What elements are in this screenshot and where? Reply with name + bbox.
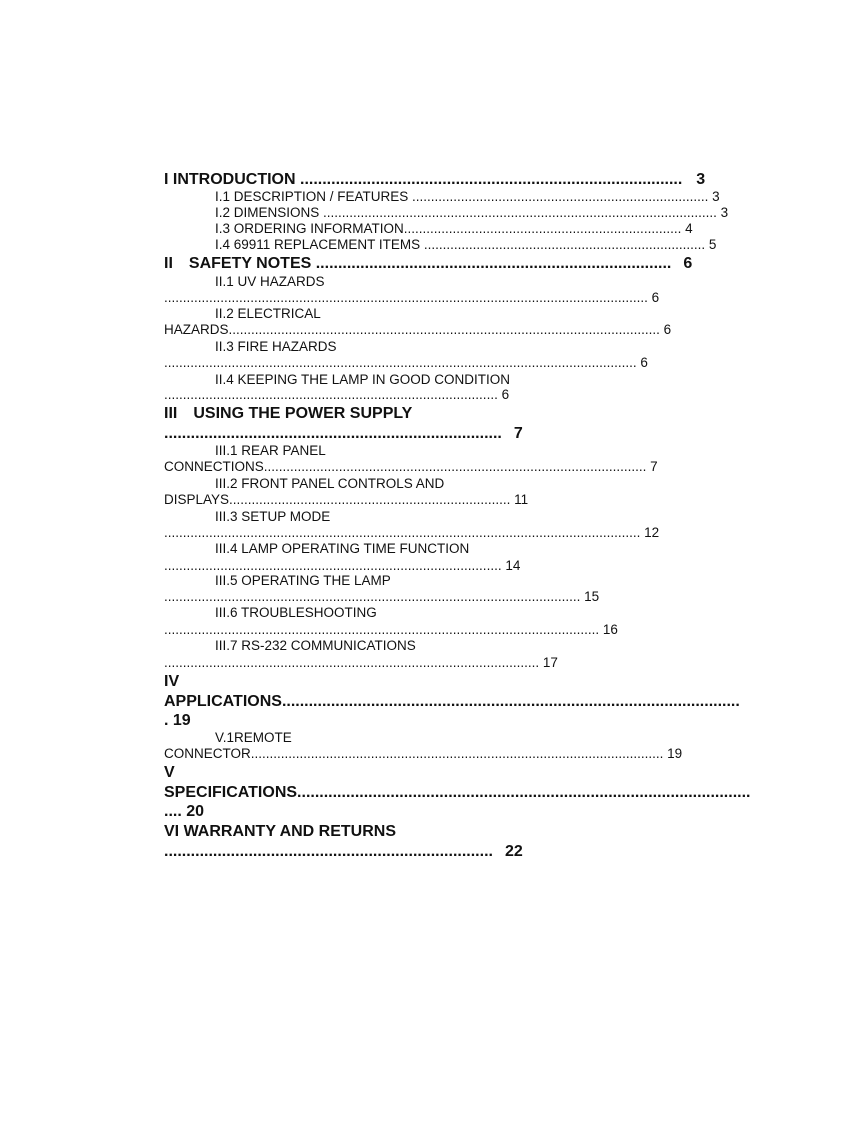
toc-page: 7: [513, 425, 523, 442]
toc-label-continued: CONNECTOR: [164, 746, 251, 761]
toc-title: SPECIFICATIONS: [164, 784, 298, 801]
toc-label-troubleshooting: III.6 TROUBLESHOOTING: [215, 605, 377, 620]
toc-title: USING THE POWER SUPPLY: [193, 405, 413, 422]
toc-page-specifications: .... 20: [164, 803, 205, 820]
toc-number-specifications: V: [164, 764, 175, 781]
toc-entry-ordering-information[interactable]: [215, 221, 693, 236]
toc-number: II: [164, 255, 173, 272]
toc-label-uv-hazards: II.1 UV HAZARDS: [215, 274, 325, 289]
toc-leader: ..........................................................................: [403, 221, 682, 236]
toc-title: I INTRODUCTION: [164, 171, 300, 188]
toc-leader: .......................................................................................................: [281, 693, 740, 710]
toc-page: 22: [504, 843, 523, 860]
toc-entry-safety-notes[interactable]: [164, 255, 692, 273]
toc-leader: ...........................................................................: [229, 492, 511, 507]
toc-label-continued: CONNECTIONS: [164, 459, 264, 474]
toc-entry-dimensions[interactable]: [215, 205, 728, 220]
toc-page: 19: [667, 746, 683, 761]
toc-leader: ......................................................................................: [300, 171, 683, 188]
toc-label-setup-mode: III.3 SETUP MODE: [215, 509, 331, 524]
toc-entry-specifications[interactable]: [164, 784, 768, 802]
toc-leader: ......................................................................................................: [297, 784, 751, 801]
toc-entry-lamp-operating-time[interactable]: [164, 558, 520, 573]
toc-page: 5: [708, 237, 717, 252]
toc-label: I.4 69911 REPLACEMENT ITEMS: [215, 237, 421, 252]
toc-page: 7: [650, 459, 658, 474]
toc-label-operating-lamp: III.5 OPERATING THE LAMP: [215, 573, 391, 588]
toc-leader: ..............................................................................................................: [250, 746, 664, 761]
toc-label-rear-panel: III.1 REAR PANEL: [215, 443, 326, 458]
toc-page: 3: [720, 205, 729, 220]
toc-leader: ..........................................................................................: [164, 558, 502, 573]
toc-label-front-panel: III.2 FRONT PANEL CONTROLS AND: [215, 476, 445, 491]
toc-number: III: [164, 405, 178, 422]
toc-label-continued: HAZARDS: [164, 322, 229, 337]
toc-entry-using-power-supply[interactable]: [164, 425, 523, 443]
toc-leader: ....................................................................................................: [164, 655, 540, 670]
toc-page: 15: [584, 589, 600, 604]
toc-entry-warranty[interactable]: [164, 843, 523, 861]
toc-leader: ...............................................................................................................: [164, 589, 581, 604]
toc-label-remote: V.1REMOTE: [215, 730, 292, 745]
toc-entry-introduction[interactable]: [164, 171, 705, 189]
toc-page: 3: [696, 171, 706, 188]
toc-leader: ...................................................................................................................: [228, 322, 660, 337]
toc-leader: .........................................................................................................: [319, 205, 717, 220]
toc-label-electrical: II.2 ELECTRICAL: [215, 306, 321, 321]
toc-leader: .................................................................................................................................: [164, 290, 648, 305]
toc-title: SAFETY NOTES: [188, 255, 312, 272]
toc-label-continued: DISPLAYS: [164, 492, 230, 507]
toc-page: 3: [712, 189, 720, 204]
toc-entry-front-panel[interactable]: [164, 492, 528, 507]
toc-label-lamp-operating-time: III.4 LAMP OPERATING TIME FUNCTION: [215, 541, 470, 556]
toc-label: I.3 ORDERING INFORMATION: [215, 221, 404, 236]
toc-number-applications: IV: [164, 673, 180, 690]
toc-entry-keeping-lamp[interactable]: [164, 387, 509, 402]
toc-label-rs232: III.7 RS-232 COMMUNICATIONS: [215, 638, 416, 653]
toc-entry-rs232[interactable]: [164, 655, 558, 670]
toc-page: 6: [683, 255, 693, 272]
toc-leader: ..........................................................................: [164, 843, 493, 860]
toc-entry-setup-mode[interactable]: [164, 525, 659, 540]
toc-page-applications: . 19: [164, 712, 191, 729]
toc-title: APPLICATIONS: [164, 693, 282, 710]
toc-leader: ......................................................................................................: [263, 459, 647, 474]
toc-leader: .........................................................................................: [164, 387, 498, 402]
toc-label: I.1 DESCRIPTION / FEATURES: [215, 189, 409, 204]
toc-entry-remote-connector[interactable]: [164, 746, 682, 761]
toc-entry-uv-hazards[interactable]: [164, 290, 659, 305]
toc-heading-using-power-supply[interactable]: [164, 405, 412, 423]
toc-entry-applications[interactable]: [164, 693, 768, 711]
toc-entry-operating-lamp[interactable]: [164, 589, 599, 604]
toc-leader: ..............................................................................................................................: [164, 355, 637, 370]
toc-label-fire-hazards: II.3 FIRE HAZARDS: [215, 339, 337, 354]
toc-page: 6: [501, 387, 510, 402]
toc-leader: ...............................................................................................................................: [164, 525, 641, 540]
toc-leader: ............................................................................: [164, 425, 502, 442]
toc-entry-replacement-items[interactable]: [215, 237, 716, 252]
toc-entry-troubleshooting[interactable]: [164, 622, 618, 637]
toc-page: 6: [640, 355, 648, 370]
toc-page: 4: [685, 221, 693, 236]
toc-entry-fire-hazards[interactable]: [164, 355, 648, 370]
toc-page: 6: [663, 322, 672, 337]
toc-leader: ...........................................................................: [420, 237, 706, 252]
toc-label: I.2 DIMENSIONS: [215, 205, 320, 220]
toc-label-keeping-lamp: II.4 KEEPING THE LAMP IN GOOD CONDITION: [215, 372, 511, 387]
toc-entry-rear-panel[interactable]: [164, 459, 658, 474]
toc-page: 16: [602, 622, 618, 637]
toc-page: 14: [505, 558, 521, 573]
toc-leader: ................................................................................: [311, 255, 672, 272]
toc-page: 17: [542, 655, 558, 670]
toc-leader: ...............................................................................: [408, 189, 709, 204]
toc-heading-warranty[interactable]: VI WARRANTY AND RETURNS: [164, 823, 397, 840]
toc-entry-description-features[interactable]: [215, 189, 720, 204]
toc-page: 6: [651, 290, 660, 305]
toc-entry-electrical-hazards[interactable]: [164, 322, 671, 337]
toc-leader: ....................................................................................................................: [164, 622, 600, 637]
toc-page: 12: [644, 525, 660, 540]
toc-page: 11: [514, 492, 529, 507]
